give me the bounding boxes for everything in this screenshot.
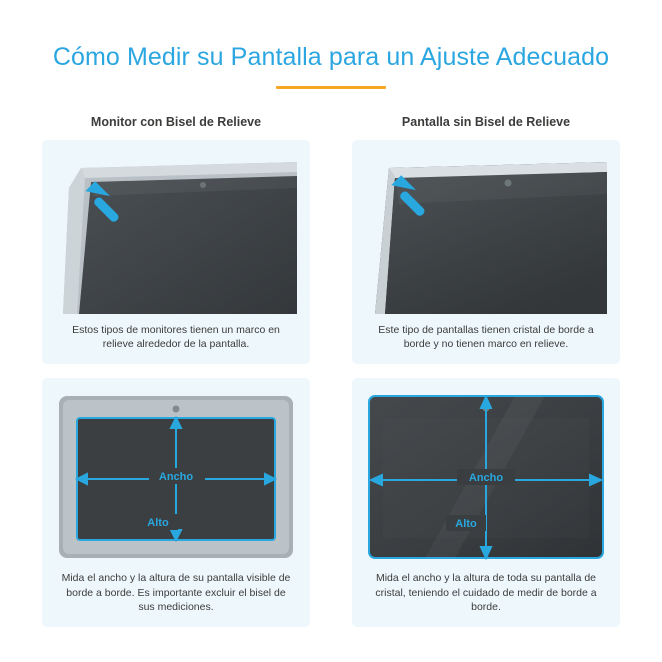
caption-right-top: Este tipo de pantallas tienen cristal de borde a borde y no tienen marco en relieve. (378, 324, 594, 351)
column-heading-left: Monitor con Bisel de Relieve (90, 115, 262, 129)
label-height-right: Alto (455, 518, 477, 531)
panel-right-top (352, 140, 620, 364)
column-edge-to-edge (352, 115, 620, 627)
monitor-with-bezel-measurement-illustration (55, 392, 297, 562)
panel-left-bottom (42, 378, 310, 627)
caption-left-top: Estos tipos de monitores tienen un marco en relieve alrededor de la pantalla. (72, 324, 280, 351)
title-underline-rule (276, 86, 386, 89)
panel-right-bottom (352, 378, 620, 627)
columns-container (0, 115, 662, 627)
label-width-left: Ancho (158, 471, 194, 484)
label-width-right: Ancho (468, 472, 504, 485)
edge-to-edge-glass-measurement-illustration (365, 392, 607, 562)
caption-left-bottom: Mida el ancho y la altura de su pantalla visible de borde a borde. Es importante excluir el bisel de sus mediciones. (61, 572, 291, 613)
page-title: Cómo Medir su Pantalla para un Ajuste Adecuado (52, 43, 610, 71)
column-heading-right: Pantalla sin Bisel de Relieve (401, 115, 571, 129)
label-height-left: Alto (147, 517, 169, 530)
panel-left-top (42, 140, 310, 364)
monitor-with-raised-bezel-corner-illustration (55, 154, 297, 314)
edge-to-edge-glass-corner-illustration (365, 154, 607, 314)
column-raised-bezel (42, 115, 310, 627)
caption-right-bottom: Mida el ancho y la altura de toda su pantalla de cristal, teniendo el cuidado de medir de borde a borde. (375, 572, 597, 613)
